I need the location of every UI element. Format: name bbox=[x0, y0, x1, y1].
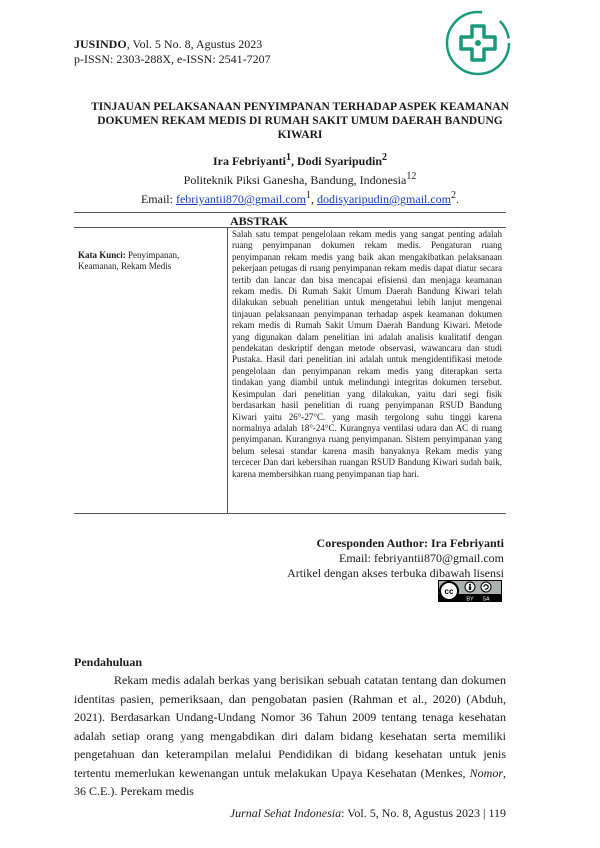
journal-header bbox=[74, 37, 271, 67]
affiliation bbox=[60, 169, 540, 188]
journal-volume: , Vol. 5 No. 8, Agustus 2023 bbox=[126, 37, 263, 51]
journal-name: JUSINDO bbox=[74, 37, 127, 51]
abstract-heading: ABSTRAK bbox=[230, 214, 289, 228]
journal-issn: p-ISSN: 2303-288X, e-ISSN: 2541-7207 bbox=[74, 52, 271, 66]
correspondence-block bbox=[260, 536, 504, 581]
keywords-text: Penyimpanan, Keamanan, Rekam Medis bbox=[78, 250, 180, 271]
email-link-2[interactable]: dodisyaripudin@gmail.com bbox=[316, 192, 452, 206]
section-heading: Pendahuluan bbox=[74, 655, 143, 669]
author-2-sup: 2 bbox=[382, 152, 388, 163]
intro-paragraph bbox=[74, 671, 506, 801]
journal-volume-line bbox=[74, 37, 271, 52]
author-1: Ira Febriyanti bbox=[212, 154, 286, 168]
badge-by-text: BY bbox=[466, 596, 474, 602]
email-end: . bbox=[456, 192, 460, 206]
author-2: Dodi Syaripudin bbox=[296, 154, 383, 168]
abstract-text: Salah satu tempat pengelolaan rekam medis yang sangat penting adalah ruang penyimpanan dokumen rekam medis. Pengaturan ruang penyimpanan rekam medis yang baik akan mengakibatkan pelaksanaan pekerjaan petugas di ruang penyimpanan rekam medis dapat diatur secara tertib dan lancar dan bisa mencapai efisiensi dan menjaga keamanan rekam medis. Di Rumah Sakit Umum Daerah Bandung Kiwari telah dilakukan sebuah penelitian untuk mengetahui lebih lanjut mengenai tinjauan pelaksanaan penyimpanan terhadap aspek keamanan dokumen rekam medis di Rumah Sakit Umum Daerah Bandung Kiwari. Metode yang digunakan dalam penelitian ini adalah analisis kualitatif dengan pendekatan deskriptif dengan metode observasi, wawancara dan studi Pustaka. Hasil dari penelitian ini adalah untuk mengidentifikasi metode pengelolaan dan penyimpanan rekam medis yang diterapkan serta tindakan yang diambil untuk melindungi integritas dokumen tersebut. Kesimpulan dari penelitian yang dilakukan, yaitu dari segi fisik berdasarkan hasil penelitian di ruang penyimpanan RSUD Bandung Kiwari yaitu 26°-27°C. yang masih tergolong suhu tinggi karena normalnya adalah 18°-24°C. Kurangnya ventilasi udara dan AC di ruang penyimpanan. Kurangnya ruang penyimpanan. Sistem penyimpanan yang belum selesai standar karena masih banyaknya Rekam medis yang tercecer Dan dari kebersihan ruangan RSUD Bandung Kiwari sudah baik, karena membersihkan ruang penyimpanan tiap hari. bbox=[232, 229, 502, 479]
title-line-3: KIWARI bbox=[277, 129, 323, 141]
title-line-1: TINJAUAN PELAKSANAAN PENYIMPANAN TERHADAP ASPEK KEAMANAN bbox=[91, 101, 509, 113]
footer-details: : Vol. 5, No. 8, Agustus 2023 | 119 bbox=[341, 806, 506, 820]
badge-sa-text: SA bbox=[482, 596, 490, 602]
abstract-header-rule bbox=[74, 227, 506, 228]
keywords bbox=[78, 250, 218, 272]
author-block bbox=[60, 150, 540, 207]
email-label: Email: bbox=[140, 192, 176, 206]
journal-logo-icon bbox=[445, 10, 511, 76]
correspondence-email: Email: febriyantii870@gmail.com bbox=[338, 551, 504, 565]
email-1-sup: 1 bbox=[305, 190, 311, 201]
affiliation-text: Politeknik Piksi Ganesha, Bandung, Indonesia bbox=[183, 173, 407, 187]
author-emails bbox=[60, 188, 540, 207]
page-footer bbox=[74, 806, 506, 821]
footer-journal: Jurnal Sehat Indonesia bbox=[229, 806, 342, 820]
email-2-sup: 2 bbox=[451, 190, 457, 201]
email-link-1[interactable]: febriyantii870@gmail.com bbox=[175, 192, 306, 206]
affiliation-sup: 12 bbox=[406, 171, 417, 182]
abstract-top-rule bbox=[74, 212, 506, 213]
paper-title bbox=[60, 100, 540, 142]
abstract-divider bbox=[227, 227, 228, 513]
intro-paragraph-text: Rekam medis adalah berkas yang berisikan sebuah catatan tentang dan dokumen identitas pasien, pemeriksaan, dan pengobatan pasien (Rahman et al., 2020) (Abduh, 2021). Berdasarkan Undang-Undang Nomor 36 Tahun 2009 tentang tenaga kesehatan adalah setiap orang yang mengabdikan diri dalam bidang kesehatan serta memiliki pengetahuan dan keterampilan melalui Pendidikan di bidang kesehatan untuk jenis tertentu memerlukan kewenangan untuk melakukan Upaya Kesehatan (Menkes, bbox=[74, 673, 506, 780]
badge-cc-text: cc bbox=[444, 587, 454, 596]
cc-by-sa-badge-icon[interactable] bbox=[438, 580, 502, 602]
license-text: Artikel dengan akses terbuka dibawah lisensi bbox=[287, 566, 504, 580]
intro-paragraph-italic: Nomor bbox=[469, 765, 503, 780]
author-separator: , bbox=[290, 154, 297, 168]
author-names bbox=[60, 150, 540, 169]
abstract-bottom-rule bbox=[74, 513, 506, 514]
title-line-2: DOKUMEN REKAM MEDIS DI RUMAH SAKIT UMUM DAERAH BANDUNG bbox=[97, 115, 503, 127]
correspondence-author: Coresponden Author: Ira Febriyanti bbox=[316, 536, 504, 550]
keywords-label: Kata Kunci: bbox=[78, 250, 126, 260]
email-separator: , bbox=[310, 192, 317, 206]
intro-paragraph-end: , 36 C.E.). Perekam medis bbox=[74, 765, 506, 798]
section-body bbox=[74, 671, 506, 801]
author-1-sup: 1 bbox=[285, 152, 291, 163]
